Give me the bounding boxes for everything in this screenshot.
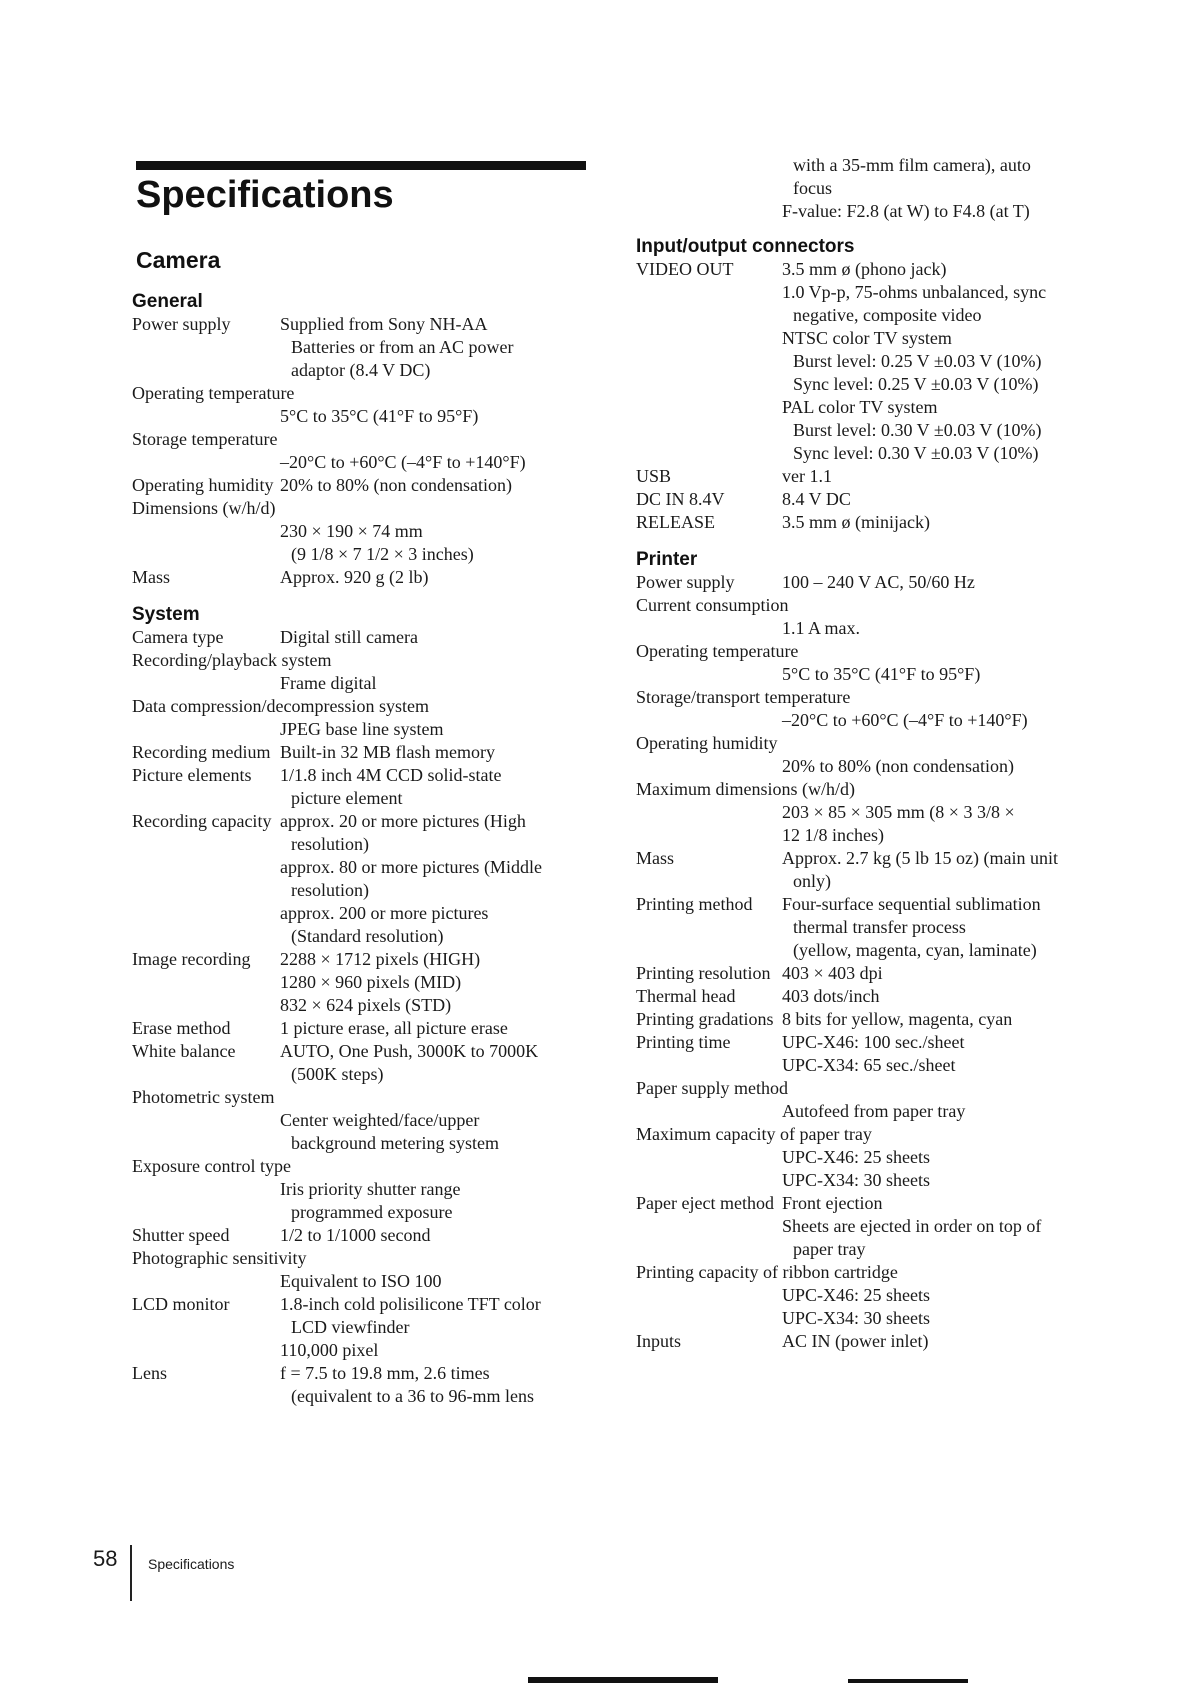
spec-value: f = 7.5 to 19.8 mm, 2.6 times bbox=[280, 1363, 490, 1383]
spec-label: Operating humidity bbox=[132, 475, 274, 495]
spec-value: Batteries or from an AC power bbox=[291, 337, 514, 357]
spec-label: Printing resolution bbox=[636, 963, 771, 983]
spec-label: Shutter speed bbox=[132, 1225, 230, 1245]
spec-item bbox=[636, 686, 1106, 732]
spec-label: Paper supply method bbox=[636, 1078, 788, 1098]
spec-item bbox=[132, 1224, 592, 1247]
spec-values bbox=[636, 1146, 1106, 1192]
spec-value: with a 35-mm film camera), auto bbox=[793, 155, 1031, 175]
bottom-registration-mark bbox=[528, 1677, 718, 1683]
spec-values bbox=[782, 847, 1106, 893]
spec-values bbox=[782, 1031, 1106, 1077]
spec-value: paper tray bbox=[793, 1239, 866, 1259]
spec-label: Storage/transport temperature bbox=[636, 687, 851, 707]
spec-value: programmed exposure bbox=[291, 1202, 453, 1222]
spec-label: Current consumption bbox=[636, 595, 789, 615]
spec-value: 3.5 mm ø (minijack) bbox=[782, 512, 930, 532]
spec-value: 1.0 Vp-p, 75-ohms unbalanced, sync bbox=[782, 282, 1047, 302]
spec-value: Burst level: 0.25 V ±0.03 V (10%) bbox=[793, 351, 1042, 371]
spec-item bbox=[636, 1031, 1106, 1077]
spec-value: background metering system bbox=[291, 1133, 499, 1153]
spec-item bbox=[132, 810, 592, 948]
spec-label: Power supply bbox=[636, 572, 735, 592]
spec-item bbox=[132, 313, 592, 382]
spec-item bbox=[132, 1017, 592, 1040]
spec-value: AC IN (power inlet) bbox=[782, 1331, 929, 1351]
spec-label: Recording/playback system bbox=[132, 650, 332, 670]
spec-label: Operating humidity bbox=[636, 733, 778, 753]
spec-value: 230 × 190 × 74 mm bbox=[280, 521, 423, 541]
spec-label: Printing gradations bbox=[636, 1009, 774, 1029]
spec-item bbox=[132, 497, 592, 566]
spec-values bbox=[782, 258, 1106, 465]
spec-values bbox=[280, 313, 592, 382]
spec-value: Digital still camera bbox=[280, 627, 418, 647]
spec-label: Data compression/decompression system bbox=[132, 696, 429, 716]
spec-item bbox=[132, 1086, 592, 1155]
spec-value: UPC-X34: 30 sheets bbox=[782, 1308, 930, 1328]
spec-value: 8.4 V DC bbox=[782, 489, 851, 509]
spec-values bbox=[132, 405, 592, 428]
spec-item bbox=[132, 382, 592, 428]
right-column bbox=[636, 154, 1106, 1353]
spec-values bbox=[782, 571, 1106, 594]
bottom-registration-mark bbox=[848, 1679, 968, 1683]
spec-values bbox=[782, 1192, 1106, 1261]
spec-value: UPC-X46: 25 sheets bbox=[782, 1147, 930, 1167]
spec-value: 20% to 80% (non condensation) bbox=[280, 475, 512, 495]
spec-values bbox=[280, 1040, 592, 1086]
spec-label: Photographic sensitivity bbox=[132, 1248, 307, 1268]
spec-value: UPC-X46: 25 sheets bbox=[782, 1285, 930, 1305]
spec-value: 1.8-inch cold polisilicone TFT color bbox=[280, 1294, 541, 1314]
page-title: Specifications bbox=[136, 174, 394, 216]
footer-label: Specifications bbox=[148, 1556, 235, 1572]
spec-label: Power supply bbox=[132, 314, 231, 334]
spec-item bbox=[132, 1155, 592, 1224]
spec-label: Storage temperature bbox=[132, 429, 278, 449]
spec-values bbox=[280, 810, 592, 948]
spec-value: 832 × 624 pixels (STD) bbox=[280, 995, 452, 1015]
spec-value: Sheets are ejected in order on top of bbox=[782, 1216, 1042, 1236]
spec-item bbox=[636, 1123, 1106, 1192]
spec-value: 20% to 80% (non condensation) bbox=[782, 756, 1014, 776]
title-rule bbox=[136, 161, 586, 170]
spec-value: 403 dots/inch bbox=[782, 986, 880, 1006]
spec-value: (500K steps) bbox=[291, 1064, 384, 1084]
spec-value: –20°C to +60°C (–4°F to +140°F) bbox=[280, 452, 526, 472]
spec-value: 100 – 240 V AC, 50/60 Hz bbox=[782, 572, 975, 592]
spec-label: Erase method bbox=[132, 1018, 231, 1038]
spec-values bbox=[280, 1224, 592, 1247]
spec-value: resolution) bbox=[291, 834, 369, 854]
spec-item bbox=[636, 571, 1106, 594]
spec-value: –20°C to +60°C (–4°F to +140°F) bbox=[782, 710, 1028, 730]
spec-value: UPC-X34: 65 sec./sheet bbox=[782, 1055, 956, 1075]
spec-values bbox=[280, 948, 592, 1017]
spec-label: Paper eject method bbox=[636, 1193, 774, 1213]
spec-label: Recording medium bbox=[132, 742, 271, 762]
spec-label: Picture elements bbox=[132, 765, 252, 785]
spec-label: Recording capacity bbox=[132, 811, 272, 831]
system-heading: System bbox=[132, 604, 200, 625]
spec-value: 8 bits for yellow, magenta, cyan bbox=[782, 1009, 1013, 1029]
spec-value: thermal transfer process bbox=[793, 917, 966, 937]
spec-item bbox=[132, 1293, 592, 1362]
spec-item bbox=[636, 962, 1106, 985]
spec-values bbox=[132, 451, 592, 474]
spec-values bbox=[280, 626, 592, 649]
spec-value: ver 1.1 bbox=[782, 466, 832, 486]
spec-item bbox=[636, 594, 1106, 640]
spec-value: 5°C to 35°C (41°F to 95°F) bbox=[280, 406, 479, 426]
spec-item bbox=[636, 1330, 1106, 1353]
spec-item bbox=[132, 764, 592, 810]
general-heading: General bbox=[132, 291, 203, 312]
spec-item bbox=[636, 258, 1106, 465]
spec-item bbox=[132, 626, 592, 649]
spec-value: Four-surface sequential sublimation bbox=[782, 894, 1041, 914]
spec-label: Maximum dimensions (w/h/d) bbox=[636, 779, 855, 799]
spec-value: 1 picture erase, all picture erase bbox=[280, 1018, 508, 1038]
spec-label: Inputs bbox=[636, 1331, 681, 1351]
spec-item bbox=[636, 488, 1106, 511]
spec-value: Approx. 920 g (2 lb) bbox=[280, 567, 429, 587]
spec-item bbox=[636, 1008, 1106, 1031]
spec-value: negative, composite video bbox=[793, 305, 982, 325]
page-number: 58 bbox=[93, 1546, 118, 1571]
spec-item bbox=[132, 1362, 592, 1408]
spec-value: Burst level: 0.30 V ±0.03 V (10%) bbox=[793, 420, 1042, 440]
spec-value: PAL color TV system bbox=[782, 397, 938, 417]
spec-value: JPEG base line system bbox=[280, 719, 444, 739]
spec-label: Dimensions (w/h/d) bbox=[132, 498, 276, 518]
spec-value: Frame digital bbox=[280, 673, 377, 693]
spec-item bbox=[132, 1247, 592, 1293]
spec-value: Supplied from Sony NH-AA bbox=[280, 314, 488, 334]
spec-value: NTSC color TV system bbox=[782, 328, 952, 348]
io-heading: Input/output connectors bbox=[636, 236, 855, 257]
spec-values bbox=[132, 1109, 592, 1155]
spec-label: VIDEO OUT bbox=[636, 259, 734, 279]
spec-item bbox=[132, 649, 592, 695]
spec-value: 1/2 to 1/1000 second bbox=[280, 1225, 431, 1245]
spec-label: Exposure control type bbox=[132, 1156, 291, 1176]
spec-value: 5°C to 35°C (41°F to 95°F) bbox=[782, 664, 981, 684]
spec-value: LCD viewfinder bbox=[291, 1317, 410, 1337]
spec-values bbox=[782, 465, 1106, 488]
spec-value: Equivalent to ISO 100 bbox=[280, 1271, 442, 1291]
spec-value: Autofeed from paper tray bbox=[782, 1101, 966, 1121]
spec-item bbox=[132, 428, 592, 474]
spec-item bbox=[636, 511, 1106, 534]
spec-value: 1/1.8 inch 4M CCD solid-state bbox=[280, 765, 502, 785]
spec-value: AUTO, One Push, 3000K to 7000K bbox=[280, 1041, 539, 1061]
spec-item bbox=[132, 1040, 592, 1086]
camera-section-title: Camera bbox=[136, 247, 221, 273]
spec-values bbox=[280, 474, 592, 497]
spec-value: 3.5 mm ø (phono jack) bbox=[782, 259, 947, 279]
spec-value: approx. 80 or more pictures (Middle bbox=[280, 857, 542, 877]
spec-values bbox=[132, 672, 592, 695]
spec-values bbox=[782, 1008, 1106, 1031]
spec-value: (equivalent to a 36 to 96-mm lens bbox=[291, 1386, 534, 1406]
spec-item bbox=[636, 465, 1106, 488]
spec-value: approx. 20 or more pictures (High bbox=[280, 811, 526, 831]
spec-item bbox=[636, 732, 1106, 778]
spec-label: Mass bbox=[636, 848, 675, 868]
spec-item bbox=[132, 474, 592, 497]
spec-value: picture element bbox=[291, 788, 403, 808]
spec-label: RELEASE bbox=[636, 512, 715, 532]
io-spec-list bbox=[636, 258, 1106, 534]
spec-value: (Standard resolution) bbox=[291, 926, 444, 946]
spec-value: resolution) bbox=[291, 880, 369, 900]
spec-values bbox=[280, 741, 592, 764]
spec-values bbox=[132, 520, 592, 566]
spec-label: Camera type bbox=[132, 627, 224, 647]
spec-label: Printing time bbox=[636, 1032, 731, 1052]
spec-values bbox=[782, 985, 1106, 1008]
spec-values bbox=[636, 617, 1106, 640]
spec-values bbox=[636, 801, 1106, 847]
spec-value: 203 × 85 × 305 mm (8 × 3 3/8 × bbox=[782, 802, 1015, 822]
spec-label: Operating temperature bbox=[636, 641, 799, 661]
spec-label: Operating temperature bbox=[132, 383, 295, 403]
spec-item bbox=[636, 1077, 1106, 1123]
spec-value: adaptor (8.4 V DC) bbox=[291, 360, 431, 380]
spec-value: Center weighted/face/upper bbox=[280, 1110, 480, 1130]
spec-value: Sync level: 0.30 V ±0.03 V (10%) bbox=[793, 443, 1039, 463]
spec-label: Mass bbox=[132, 567, 171, 587]
spec-values bbox=[782, 962, 1106, 985]
spec-value: 1.1 A max. bbox=[782, 618, 861, 638]
spec-item bbox=[132, 695, 592, 741]
lens-continued bbox=[636, 154, 1106, 223]
system-spec-list bbox=[132, 626, 592, 1408]
spec-label: Photometric system bbox=[132, 1087, 275, 1107]
spec-item bbox=[636, 847, 1106, 893]
spec-values bbox=[636, 663, 1106, 686]
spec-values bbox=[636, 1284, 1106, 1330]
spec-label: Thermal head bbox=[636, 986, 736, 1006]
spec-label: Lens bbox=[132, 1363, 167, 1383]
spec-value: 110,000 pixel bbox=[280, 1340, 379, 1360]
spec-values bbox=[132, 1270, 592, 1293]
spec-value: Iris priority shutter range bbox=[280, 1179, 461, 1199]
spec-values bbox=[782, 893, 1106, 962]
spec-value: Sync level: 0.25 V ±0.03 V (10%) bbox=[793, 374, 1039, 394]
spec-values bbox=[132, 1178, 592, 1224]
spec-item bbox=[636, 1192, 1106, 1261]
spec-item bbox=[636, 985, 1106, 1008]
spec-value: (9 1/8 × 7 1/2 × 3 inches) bbox=[291, 544, 474, 564]
spec-item bbox=[132, 566, 592, 589]
printer-spec-list bbox=[636, 571, 1106, 1353]
spec-label: Maximum capacity of paper tray bbox=[636, 1124, 872, 1144]
spec-label: DC IN 8.4V bbox=[636, 489, 725, 509]
spec-values bbox=[280, 1362, 592, 1408]
spec-values bbox=[636, 755, 1106, 778]
spec-values bbox=[636, 1100, 1106, 1123]
spec-value: 1280 × 960 pixels (MID) bbox=[280, 972, 462, 992]
spec-value: 403 × 403 dpi bbox=[782, 963, 883, 983]
spec-value: UPC-X34: 30 sheets bbox=[782, 1170, 930, 1190]
spec-values bbox=[782, 488, 1106, 511]
spec-label: Image recording bbox=[132, 949, 251, 969]
left-column bbox=[132, 290, 592, 1408]
spec-item bbox=[636, 893, 1106, 962]
spec-label: USB bbox=[636, 466, 672, 486]
spec-label: LCD monitor bbox=[132, 1294, 230, 1314]
spec-values bbox=[636, 709, 1106, 732]
spec-label: Printing method bbox=[636, 894, 753, 914]
spec-item bbox=[636, 640, 1106, 686]
spec-value: Front ejection bbox=[782, 1193, 883, 1213]
spec-values bbox=[782, 511, 1106, 534]
spec-value: focus bbox=[793, 178, 832, 198]
spec-values bbox=[280, 1293, 592, 1362]
spec-value: Built-in 32 MB flash memory bbox=[280, 742, 495, 762]
spec-values bbox=[280, 1017, 592, 1040]
spec-value: (yellow, magenta, cyan, laminate) bbox=[793, 940, 1037, 960]
spec-item bbox=[636, 1261, 1106, 1330]
spec-item bbox=[636, 778, 1106, 847]
spec-values bbox=[782, 1330, 1106, 1353]
spec-item bbox=[132, 741, 592, 764]
spec-value: UPC-X46: 100 sec./sheet bbox=[782, 1032, 965, 1052]
printer-heading: Printer bbox=[636, 549, 698, 570]
spec-label: Printing capacity of ribbon cartridge bbox=[636, 1262, 898, 1282]
spec-value: approx. 200 or more pictures bbox=[280, 903, 489, 923]
spec-value: F-value: F2.8 (at W) to F4.8 (at T) bbox=[782, 201, 1030, 221]
general-spec-list bbox=[132, 313, 592, 589]
spec-value: 2288 × 1712 pixels (HIGH) bbox=[280, 949, 481, 969]
spec-label: White balance bbox=[132, 1041, 236, 1061]
spec-value: only) bbox=[793, 871, 831, 891]
spec-value: Approx. 2.7 kg (5 lb 15 oz) (main unit bbox=[782, 848, 1058, 868]
spec-values bbox=[132, 718, 592, 741]
spec-values bbox=[280, 566, 592, 589]
spec-item bbox=[132, 948, 592, 1017]
spec-values bbox=[280, 764, 592, 810]
footer-divider bbox=[130, 1545, 132, 1601]
spec-value: 12 1/8 inches) bbox=[782, 825, 884, 845]
